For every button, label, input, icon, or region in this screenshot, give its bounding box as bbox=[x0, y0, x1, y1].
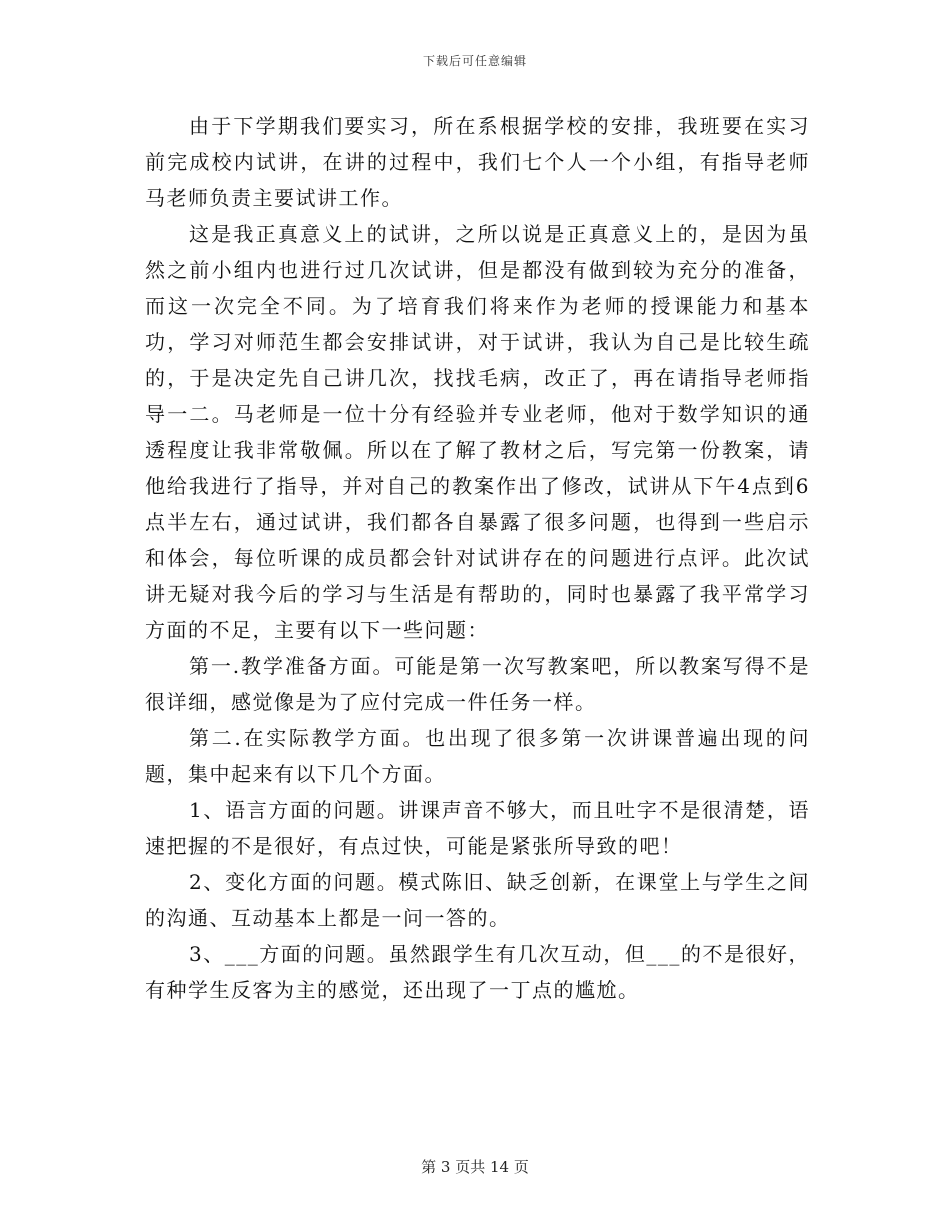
paragraph-intro: 由于下学期我们要实习，所在系根据学校的安排，我班要在实习前完成校内试讲，在讲的过程中，我们七个人一个小组，有指导老师马老师负责主要试讲工作。 bbox=[145, 114, 810, 210]
page-number: 第 3 页共 14 页 bbox=[421, 1158, 529, 1176]
paragraph-point-two: 第二.在实际教学方面。也出现了很多第一次讲课普遍出现的问题，集中起来有以下几个方面。 bbox=[145, 726, 810, 786]
paragraph-item-3: 3、___方面的问题。虽然跟学生有几次互动，但___的不是很好，有种学生反客为主的感觉，还出现了一丁点的尴尬。 bbox=[145, 942, 810, 1002]
paragraph-trial-lecture: 这是我正真意义上的试讲，之所以说是正真意义上的，是因为虽然之前小组内也进行过几次试讲，但是都没有做到较为充分的准备，而这一次完全不同。为了培育我们将来作为老师的授课能力和基本功，学习对师范生都会安排试讲，对于试讲，我认为自己是比较生疏的，于是决定先自己讲几次，找找毛病，改正了，再在请指导老师指导一二。马老师是一位十分有经验并专业老师，他对于数学知识的通透程度让我非常敬佩。所以在了解了教材之后，写完第一份教案，请他给我进行了指导，并对自己的教案作出了修改，试讲从下午4点到6点半左右，通过试讲，我们都各自暴露了很多问题，也得到一些启示和体会，每位听课的成员都会针对试讲存在的问题进行点评。此次试讲无疑对我今后的学习与生活是有帮助的，同时也暴露了我平常学习方面的不足，主要有以下一些问题： bbox=[145, 222, 810, 642]
paragraph-item-2: 2、变化方面的问题。模式陈旧、缺乏创新，在课堂上与学生之间的沟通、互动基本上都是一问一答的。 bbox=[145, 870, 810, 930]
paragraph-point-one: 第一.教学准备方面。可能是第一次写教案吧，所以教案写得不是很详细，感觉像是为了应付完成一件任务一样。 bbox=[145, 654, 810, 714]
document-body bbox=[145, 108, 810, 1008]
header-note: 下载后可任意编辑 bbox=[422, 54, 527, 68]
paragraph-item-1: 1、语言方面的问题。讲课声音不够大，而且吐字不是很清楚，语速把握的不是很好，有点过快，可能是紧张所导致的吧！ bbox=[145, 798, 810, 858]
